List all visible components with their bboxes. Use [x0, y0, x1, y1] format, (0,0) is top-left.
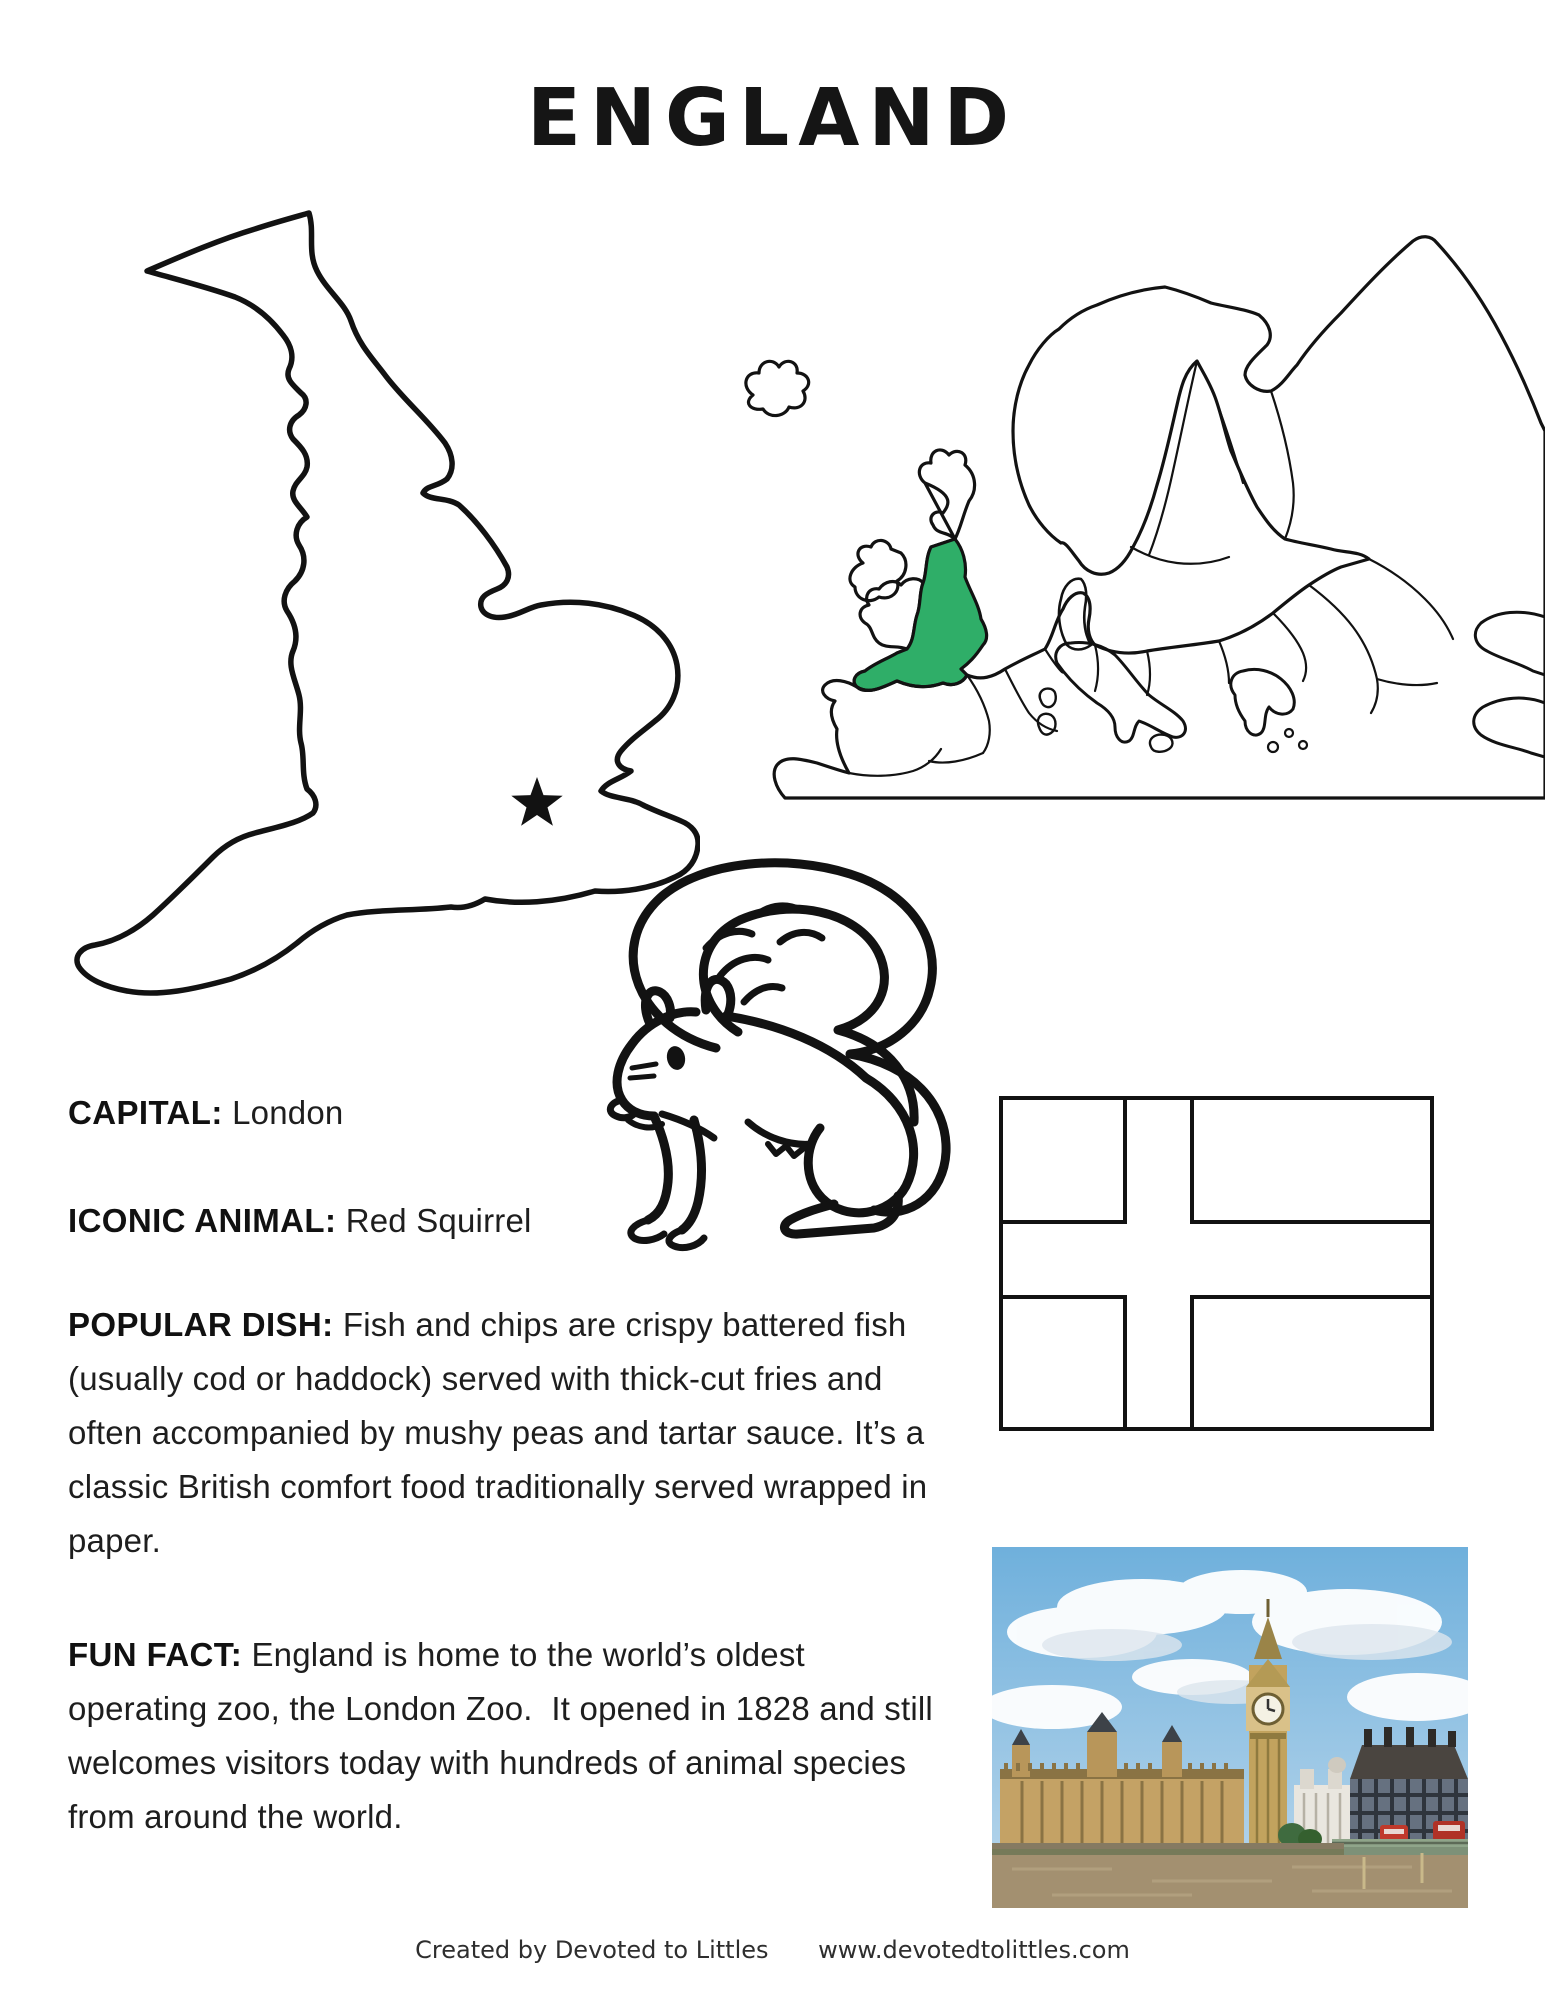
capital-value: London — [232, 1094, 344, 1131]
europe-england-shape — [854, 539, 986, 690]
footer — [0, 1936, 1545, 1964]
iconic-animal-line — [68, 1194, 938, 1248]
iconic-animal-value: Red Squirrel — [345, 1202, 532, 1239]
fun-fact-text: England is home to the world’s oldest operating zoo, the London Zoo. It opened in 1828 and still welcomes visitors today with hundreds of animal species from around the world. — [68, 1636, 943, 1835]
popular-dish-label: POPULAR DISH: — [68, 1306, 334, 1343]
capital-line — [68, 1086, 938, 1140]
star-icon — [511, 777, 562, 826]
page-title: ENGLAND — [526, 72, 1019, 164]
footer-credit: Created by Devoted to Littles — [415, 1936, 769, 1964]
popular-dish-text: Fish and chips are crispy battered fish (usually cod or haddock) served with thick-cut fries and often accompanied by mushy peas and tartar sauce. It’s a classic British comfort food traditionally served wrapped in paper. — [68, 1306, 937, 1559]
squirrel-eye — [665, 1044, 688, 1071]
capital-label: CAPITAL: — [68, 1094, 223, 1131]
fun-fact-paragraph — [68, 1628, 943, 1844]
europe-map — [625, 225, 1545, 800]
squirrel-illustration — [598, 852, 978, 1252]
england-flag-outline — [998, 1095, 1435, 1432]
popular-dish-paragraph — [68, 1298, 938, 1568]
iconic-animal-label: ICONIC ANIMAL: — [68, 1202, 337, 1239]
footer-website: www.devotedtolittles.com — [818, 1936, 1130, 1964]
fun-fact-label: FUN FACT: — [68, 1636, 243, 1673]
london-photo — [992, 1547, 1468, 1908]
